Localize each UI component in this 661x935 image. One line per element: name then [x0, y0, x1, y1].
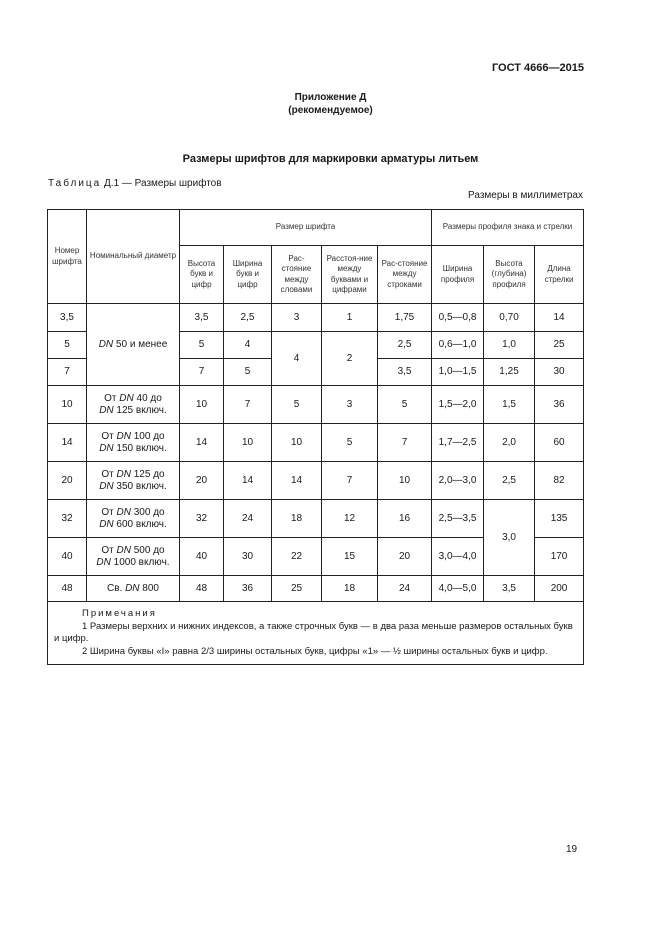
cell-font-number: 14 — [48, 424, 87, 462]
cell-profile-height: 1,5 — [484, 386, 535, 424]
table-row — [48, 424, 584, 462]
cell-line-spacing: 20 — [378, 538, 432, 576]
diameter-to: 800 — [139, 582, 159, 594]
cell-line-spacing: 3,5 — [378, 359, 432, 386]
page-number: 19 — [566, 844, 578, 855]
header-arrow-length: Длина стрелки — [535, 246, 584, 304]
cell-profile-width: 2,5—3,5 — [432, 500, 484, 538]
header-nominal-diameter: Номинальный диаметр — [87, 210, 180, 304]
cell-profile-height: 3,5 — [484, 576, 535, 602]
cell-letter-width: 4 — [224, 332, 272, 359]
cell-word-spacing: 22 — [272, 538, 322, 576]
cell-letter-height: 5 — [180, 332, 224, 359]
diameter-prefix: От — [101, 468, 117, 480]
header-letter-height: Высота букв и цифр — [180, 246, 224, 304]
table-row — [48, 386, 584, 424]
dn-label: DN — [99, 480, 114, 492]
cell-word-spacing: 14 — [272, 462, 322, 500]
cell-nominal-diameter — [87, 424, 180, 462]
cell-letter-width: 7 — [224, 386, 272, 424]
header-profile-width: Ширина профиля — [432, 246, 484, 304]
diameter-from: 125 до — [130, 468, 165, 480]
header-letter-width: Ширина букв и цифр — [224, 246, 272, 304]
note-item: 1 Размеры верхних и нижних индексов, а также строчных букв — в два раза меньше размеров остальных букв и цифр. — [54, 620, 573, 644]
cell-profile-width: 4,0—5,0 — [432, 576, 484, 602]
table-caption — [48, 178, 222, 189]
cell-word-spacing: 10 — [272, 424, 322, 462]
diameter-from: 40 до — [133, 392, 162, 404]
cell-profile-width: 2,0—3,0 — [432, 462, 484, 500]
cell-letter-width: 10 — [224, 424, 272, 462]
cell-line-spacing: 2,5 — [378, 332, 432, 359]
cell-letter-digit-spacing: 1 — [322, 304, 378, 332]
diameter-prefix: От — [101, 506, 117, 518]
header-font-number: Номер шрифта — [48, 210, 87, 304]
cell-arrow-length: 30 — [535, 359, 584, 386]
units-note: Размеры в миллиметрах — [468, 190, 583, 201]
table-row — [48, 304, 584, 332]
cell-profile-height: 2,0 — [484, 424, 535, 462]
cell-font-number: 48 — [48, 576, 87, 602]
cell-profile-height: 3,0 — [484, 500, 535, 576]
cell-arrow-length: 170 — [535, 538, 584, 576]
cell-line-spacing: 5 — [378, 386, 432, 424]
table-row — [48, 500, 584, 538]
cell-arrow-length: 135 — [535, 500, 584, 538]
cell-arrow-length: 200 — [535, 576, 584, 602]
appendix-subtitle: (рекомендуемое) — [288, 105, 373, 116]
diameter-from: 100 до — [130, 430, 165, 442]
cell-font-number: 32 — [48, 500, 87, 538]
cell-font-number: 7 — [48, 359, 87, 386]
diameter-to: 150 включ. — [113, 442, 167, 454]
cell-font-number: 20 — [48, 462, 87, 500]
table-notes-row — [48, 602, 584, 665]
cell-letter-digit-spacing: 3 — [322, 386, 378, 424]
table-row — [48, 576, 584, 602]
diameter-prefix: От — [101, 430, 117, 442]
cell-letter-width: 30 — [224, 538, 272, 576]
diameter-to: 350 включ. — [113, 480, 167, 492]
cell-letter-height: 10 — [180, 386, 224, 424]
diameter-prefix: От — [104, 392, 120, 404]
dn-label: DN — [125, 582, 140, 594]
cell-profile-width: 0,6—1,0 — [432, 332, 484, 359]
cell-font-number: 3,5 — [48, 304, 87, 332]
dn-label: DN — [99, 442, 114, 454]
cell-letter-height: 32 — [180, 500, 224, 538]
note-item: 2 Ширина буквы «I» равна 2/3 ширины остальных букв, цифры «1» — ½ ширины остальных букв и цифр. — [82, 645, 548, 657]
table-notes — [48, 602, 584, 665]
cell-word-spacing: 3 — [272, 304, 322, 332]
cell-line-spacing: 7 — [378, 424, 432, 462]
cell-letter-digit-spacing: 18 — [322, 576, 378, 602]
table-row — [48, 462, 584, 500]
cell-arrow-length: 14 — [535, 304, 584, 332]
cell-font-number: 40 — [48, 538, 87, 576]
cell-profile-height: 1,0 — [484, 332, 535, 359]
cell-font-number: 5 — [48, 332, 87, 359]
cell-nominal-diameter — [87, 500, 180, 538]
document-id: ГОСТ 4666—2015 — [491, 62, 584, 74]
cell-word-spacing: 18 — [272, 500, 322, 538]
cell-nominal-diameter — [87, 462, 180, 500]
notes-title: Примечания — [82, 608, 157, 619]
dn-label: DN — [99, 518, 114, 530]
cell-line-spacing: 10 — [378, 462, 432, 500]
cell-arrow-length: 60 — [535, 424, 584, 462]
cell-nominal-diameter — [87, 304, 180, 386]
dn-label: DN — [99, 404, 114, 416]
cell-profile-width: 1,0—1,5 — [432, 359, 484, 386]
diameter-to: 125 включ. — [113, 404, 167, 416]
cell-letter-digit-spacing: 15 — [322, 538, 378, 576]
cell-letter-width: 5 — [224, 359, 272, 386]
cell-profile-height: 2,5 — [484, 462, 535, 500]
cell-letter-width: 14 — [224, 462, 272, 500]
header-line-spacing: Рас-стояние между строками — [378, 246, 432, 304]
cell-profile-width: 1,5—2,0 — [432, 386, 484, 424]
cell-letter-height: 7 — [180, 359, 224, 386]
cell-letter-height: 14 — [180, 424, 224, 462]
dn-label: DN — [116, 506, 131, 518]
cell-letter-width: 2,5 — [224, 304, 272, 332]
cell-profile-width: 1,7—2,5 — [432, 424, 484, 462]
header-profile-group: Размеры профиля знака и стрелки — [432, 210, 584, 246]
cell-arrow-length: 82 — [535, 462, 584, 500]
cell-letter-width: 24 — [224, 500, 272, 538]
table-caption-id: Д.1 — [104, 178, 120, 189]
diameter-from: 300 до — [130, 506, 165, 518]
cell-arrow-length: 36 — [535, 386, 584, 424]
cell-letter-digit-spacing: 12 — [322, 500, 378, 538]
cell-font-number: 10 — [48, 386, 87, 424]
header-word-spacing: Рас-стояние между словами — [272, 246, 322, 304]
dn-label: DN — [119, 392, 134, 404]
diameter-prefix: От — [101, 544, 117, 556]
font-sizes-table — [47, 209, 584, 665]
cell-letter-height: 48 — [180, 576, 224, 602]
cell-profile-width: 0,5—0,8 — [432, 304, 484, 332]
cell-profile-height: 1,25 — [484, 359, 535, 386]
dn-label: DN — [98, 338, 114, 350]
cell-letter-width: 36 — [224, 576, 272, 602]
diameter-to: 1000 включ. — [110, 556, 170, 568]
cell-nominal-diameter — [87, 538, 180, 576]
cell-profile-height: 0,70 — [484, 304, 535, 332]
header-letter-digit-spacing: Расстоя-ние между буквами и цифрами — [322, 246, 378, 304]
cell-letter-digit-spacing: 2 — [322, 332, 378, 386]
header-font-size-group: Размер шрифта — [180, 210, 432, 246]
diameter-from: 500 до — [130, 544, 165, 556]
dn-label: DN — [116, 544, 131, 556]
cell-letter-digit-spacing: 5 — [322, 424, 378, 462]
section-title: Размеры шрифтов для маркировки арматуры литьем — [182, 153, 479, 165]
appendix-heading — [0, 91, 661, 117]
cell-line-spacing: 24 — [378, 576, 432, 602]
dn-label: DN — [116, 430, 131, 442]
cell-word-spacing: 4 — [272, 332, 322, 386]
cell-letter-height: 20 — [180, 462, 224, 500]
cell-line-spacing: 1,75 — [378, 304, 432, 332]
cell-letter-height: 40 — [180, 538, 224, 576]
diameter-prefix: Св. — [106, 582, 126, 594]
dn-label: DN — [116, 468, 131, 480]
cell-nominal-diameter — [87, 576, 180, 602]
table-caption-label: Таблица — [48, 178, 102, 189]
cell-letter-digit-spacing: 7 — [322, 462, 378, 500]
diameter-to: 600 включ. — [113, 518, 167, 530]
cell-nominal-diameter — [87, 386, 180, 424]
cell-word-spacing: 25 — [272, 576, 322, 602]
cell-profile-width: 3,0—4,0 — [432, 538, 484, 576]
cell-letter-height: 3,5 — [180, 304, 224, 332]
cell-word-spacing: 5 — [272, 386, 322, 424]
table-caption-text: — Размеры шрифтов — [121, 178, 222, 189]
header-profile-height: Высота (глубина) профиля — [484, 246, 535, 304]
cell-arrow-length: 25 — [535, 332, 584, 359]
cell-line-spacing: 16 — [378, 500, 432, 538]
appendix-title: Приложение Д — [294, 92, 367, 103]
diameter-text: 50 и менее — [113, 338, 168, 350]
dn-label: DN — [96, 556, 111, 568]
